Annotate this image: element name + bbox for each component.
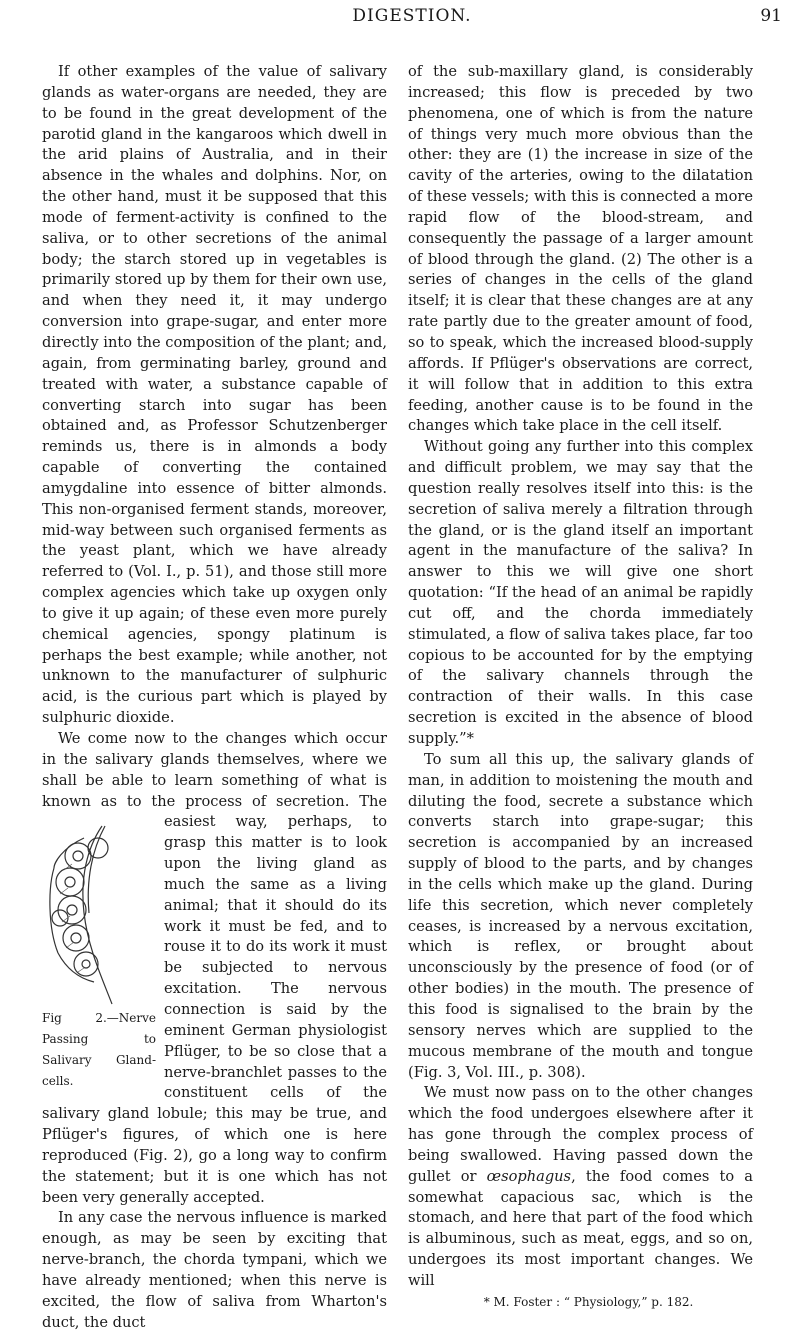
nerve-gland-illustration <box>42 818 156 1008</box>
left-column <box>42 62 387 1333</box>
paragraph-stomach <box>408 1083 753 1291</box>
footnote: * M. Foster : “ Physiology,” p. 182. <box>483 1294 694 1309</box>
paragraph-secretion-start: We come now to the changes which occur in the salivary glands themselves, where we shall be able to learn something of what is known as to the process of secretion. <box>42 730 387 810</box>
paragraph-filtration: Without going any further into this complex and difficult problem, we may say that the question really resolves itself into this: is the secretion of saliva merely a filtration through the gland, or is the gland itself an important agent in the manufacture of the saliva? In answer to this we will give one short quotation: “If the head of an animal be rapidly cut off, and the chorda immediately stimulated, a flow of saliva takes place, far too copious to be accounted for by the emptying of the salivary channels through the contraction of their walls. In this case secretion is excited in the absence of blood supply.”* <box>408 438 753 747</box>
paragraph-nervous-influence: In any case the nervous influence is marked enough, as may be seen by exciting that nerve-branch, the chorda tympani, which we have already mentioned; when this nerve is excited, the flow of saliva from Wharton's duct, the duct <box>42 1209 387 1331</box>
paragraph-sub-maxillary: of the sub-maxillary gland, is considerably increased; this flow is preceded by two phenomena, one of which is from the nature of things very much more obvious than the other: they are (1) the increase in size of the cavity of the arteries, owing to the dilatation of these vessels; with this is connected a more rapid flow of the blood-stream, and consequently the passage of a larger amount of blood through the gland. (2) The other is a series of changes in the cells of the gland itself; it is clear that these changes are at any rate partly due to the greater amount of food, so to speak, which the increased blood-supply affords. If Pflüger's observations are correct, it will follow that in addition to this extra feeding, another cause is to be found in the changes which take place in the cell itself. <box>408 63 753 435</box>
figure-nerve-gland <box>42 818 156 1091</box>
oesophagus-term: œsophagus <box>486 1167 572 1185</box>
running-head: DIGESTION. <box>352 6 472 26</box>
page-number: 91 <box>760 6 782 26</box>
paragraph-water-organs: If other examples of the value of salivary glands as water-organs are needed, they are to be found in the great development of the parotid gland in the kangaroos which dwell in the arid plains of Australia, and in their absence in the whales and dolphins. Nor, on the other hand, must it be supposed that this mode of ferment-activity is confined to the saliva, or to other secretions of the animal body; the starch stored up in vegetables is primarily stored up by them for their own use, and when they need it, it may undergo conversion into grape-sugar, and enter more directly into the composition of the plant; and, again, from germinating barley, ground and treated with water, a substance capable of converting starch into sugar has been obtained and, as Professor Schutzenberger reminds us, there is in almonds a body capable of converting the contained amygdaline into essence of bitter almonds. This non-organised ferment stands, moreover, mid-way between such organised ferments as the yeast plant, which we have already referred to (Vol. I., p. 51), and those still more complex agencies which take up oxygen only to give it up again; of these even more purely chemical agencies, spongy platinum is perhaps the best example; while another, not unknown to the manufacturer of sulphuric acid, is the curious part which is played by sulphuric dioxide. <box>42 63 387 727</box>
gland-cell-nucleus <box>73 851 83 861</box>
gland-cell-nucleus <box>67 905 77 915</box>
gland-cell-nucleus <box>82 960 90 968</box>
paragraph-summary: To sum all this up, the salivary glands of man, in addition to moistening the mouth and diluting the food, secrete a substance which converts starch into grape-sugar; this secretion is accompanied by an increased supply of blood to the parts, and by changes in the cells which make up the gland. During life this secretion, which never completely ceases, is increased by a nervous excitation, which is reflex, or brought about unconsciously by the presence of food (or of other bodies) in the mouth. The presence of this food is signalised to the brain by the sensory nerves which are supplied to the mucous membrane of the mouth and tongue (Fig. 3, Vol. III., p. 308). <box>408 750 753 1081</box>
figure-caption: Fig 2.—Nerve Passing to Salivary Gland-cells. <box>42 1011 156 1088</box>
nerve-fibre-line <box>83 826 112 1004</box>
paragraph-stomach-end: , the food comes to a somewhat capacious sac, which is the stomach, and here that part of the food which is albuminous, such as meat, eggs, and so on, undergoes its most important changes. We will <box>408 1167 753 1289</box>
gland-cell <box>74 952 98 976</box>
paragraph-secretion-rest: The easiest way, perhaps, to grasp this matter is to look upon the living gland as much the same as a living animal; that it should do its work it must be fed, and to rouse it to do its work it must be subjected to nervous excitation. The nervous connection is said by the eminent German physiologist Pflüger, to be so close that a nerve-branchlet passes to the constituent cells of the salivary gland lobule; this may be true, and Pflüger's figures, of which one is here reproduced (Fig. 2), go a long way to confirm the statement; but it is one which has not been very generally accepted. <box>42 792 388 1206</box>
right-column <box>408 62 753 1313</box>
paragraph-secretion <box>42 729 387 1208</box>
gland-cell <box>56 868 84 896</box>
page-header <box>42 6 782 36</box>
gland-cell-nucleus <box>71 933 81 943</box>
gland-cell-nucleus <box>65 877 75 887</box>
paragraph-stomach-start: We must now pass on to the other changes which the food undergoes elsewhere after it has gone through the complex process of being swallowed. Having passed down the gullet or <box>408 1084 753 1185</box>
